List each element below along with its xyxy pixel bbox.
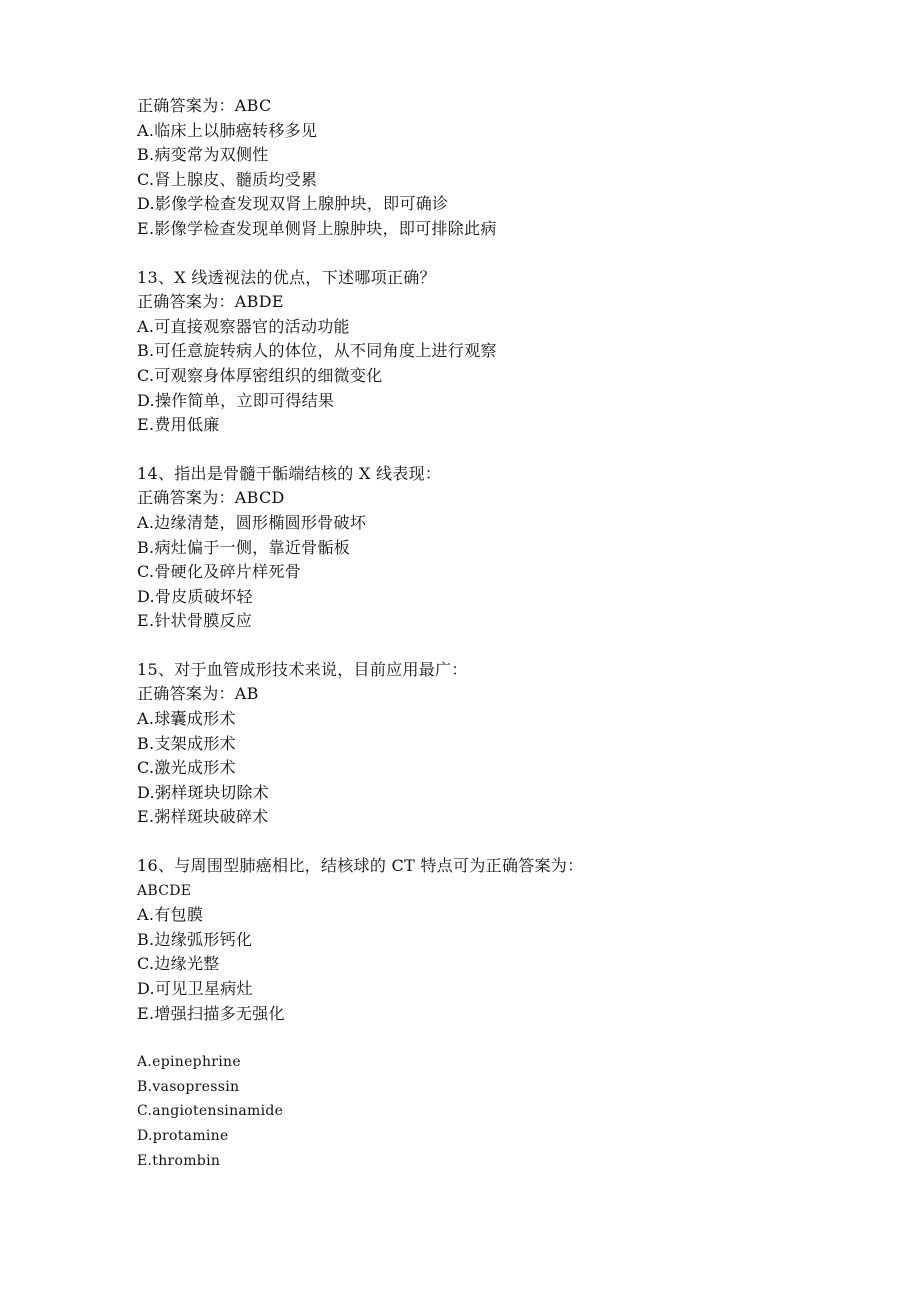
option-e: E.费用低廉: [137, 415, 220, 435]
question-block-14: [137, 462, 857, 634]
option-c: C.激光成形术: [137, 758, 236, 778]
option-b: B.支架成形术: [137, 733, 236, 753]
option-d: D.protamine: [137, 1127, 229, 1144]
option-c: C.肾上腺皮、髓质均受累: [137, 169, 318, 189]
option-a: A.有包膜: [137, 905, 204, 925]
option-a: A.epinephrine: [137, 1054, 241, 1071]
question-block-15: [137, 658, 857, 830]
option-c: C.angiotensinamide: [137, 1103, 284, 1120]
option-a: A.可直接观察器官的活动功能: [137, 316, 350, 336]
question-text: 16、与周围型肺癌相比，结核球的 CT 特点可为正确答案为：: [137, 856, 584, 876]
english-options-block: [137, 1050, 857, 1173]
option-a: A.临床上以肺癌转移多见: [137, 120, 318, 140]
option-d: D.骨皮质破坏轻: [137, 586, 253, 606]
option-e: E.增强扫描多无强化: [137, 1003, 285, 1023]
option-d: D.可见卫星病灶: [137, 979, 253, 998]
document-page: [137, 94, 857, 1173]
question-text: 14、指出是骨髓干骺端结核的 X 线表现：: [137, 463, 442, 483]
option-e: E.粥样斑块破碎术: [137, 807, 269, 827]
question-block-13: [137, 266, 857, 438]
answer-line: 正确答案为：ABDE: [137, 292, 284, 312]
answer-line: ABCDE: [137, 882, 192, 899]
option-e: E.影像学检查发现单侧肾上腺肿块，即可排除此病: [137, 218, 497, 238]
option-c: C.边缘光整: [137, 954, 220, 974]
question-block-12: [137, 94, 857, 242]
answer-line: 正确答案为：ABC: [137, 96, 272, 115]
option-d: D.影像学检查发现双肾上腺肿块，即可确诊: [137, 194, 449, 214]
answer-line: 正确答案为：AB: [137, 684, 259, 704]
option-e: E.针状骨膜反应: [137, 611, 253, 631]
option-e: E.thrombin: [137, 1152, 221, 1169]
option-a: A.球囊成形术: [137, 709, 236, 729]
question-text: 13、X 线透视法的优点，下述哪项正确？: [137, 267, 436, 287]
option-d: D.操作简单，立即可得结果: [137, 390, 335, 410]
option-d: D.粥样斑块切除术: [137, 782, 270, 802]
answer-line: 正确答案为：ABCD: [137, 488, 285, 508]
question-block-16: [137, 854, 857, 1026]
option-b: B.病变常为双侧性: [137, 145, 269, 165]
option-b: B.边缘弧形钙化: [137, 929, 253, 949]
question-text: 15、对于血管成形技术来说，目前应用最广：: [137, 659, 468, 679]
option-b: B.病灶偏于一侧，靠近骨骺板: [137, 537, 351, 557]
option-a: A.边缘清楚，圆形椭圆形骨破坏: [137, 512, 367, 532]
option-b: B.vasopressin: [137, 1078, 240, 1095]
option-c: C.可观察身体厚密组织的细微变化: [137, 365, 383, 385]
option-c: C.骨硬化及碎片样死骨: [137, 562, 302, 582]
option-b: B.可任意旋转病人的体位，从不同角度上进行观察: [137, 341, 497, 361]
